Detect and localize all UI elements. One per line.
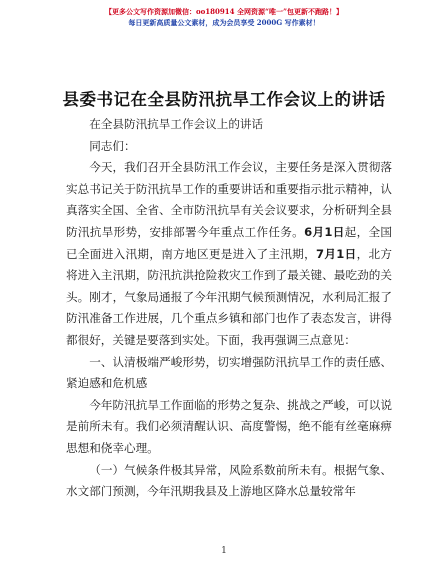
paragraph-intro (66, 157, 392, 351)
paragraph-intro-text-2: 起，全国已全面进入汛期，南方地区更是进入了主汛期， (66, 224, 392, 261)
paragraph-intro-text-3: ，北方将进入主汛期，防汛抗洪抢险救灾工作到了最关键、最吃劲的关头。刚才，气象局通报了今年汛期气候预测情况，水利局汇报了防汛准备工作进展，几个重点乡镇和部门也作了表态发言，讲得都很好，关键是要落到实处。下面，我再强调三点意见： (66, 246, 392, 347)
promo-banner-line1: 【更多公文写作资源加微信：oo180914 全网资源“唯一”包更新不跑路！】 (104, 7, 344, 16)
document-title: 县委书记在全县防汛抗旱工作会议上的讲话 (62, 90, 386, 109)
page-number: 1 (221, 546, 227, 556)
date-june-1: 6月1日 (304, 224, 345, 239)
promo-banner-line2: 每日更新高质量公文素材，成为会员享受 2000G 写作素材！ (128, 18, 320, 27)
document-subtitle: 在全县防汛抗旱工作会议上的讲话 (89, 117, 264, 131)
paragraph-climate: （一）气候条件极其异常，风险系数前所未有。根据气象、水文部门预测，今年汛期我县及上游地区降水总量较常年 (66, 462, 392, 499)
paragraph-situation: 今年防汛抗旱工作面临的形势之复杂、挑战之严峻，可以说是前所未有。我们必须清醒认识、高度警惕，绝不能有丝毫麻痹思想和侥幸心理。 (66, 397, 392, 455)
section-heading-1: 一、认清极端严峻形势，切实增强防汛抗旱工作的责任感、紧迫感和危机感 (66, 354, 392, 391)
document-body (66, 114, 392, 503)
promo-banner (0, 6, 448, 28)
date-july-1: 7月1日 (316, 246, 357, 261)
paragraph-intro-text-1: 今天，我们召开全县防汛工作会议，主要任务是深入贯彻落实总书记关于防汛抗旱工作的重要讲话和重要指示批示精神，认真落实全国、全省、全市防汛抗旱有关会议要求，分析研判全县防汛抗旱形势，安排部署今年重点工作任务。 (66, 160, 392, 239)
salutation: 同志们： (89, 138, 136, 153)
